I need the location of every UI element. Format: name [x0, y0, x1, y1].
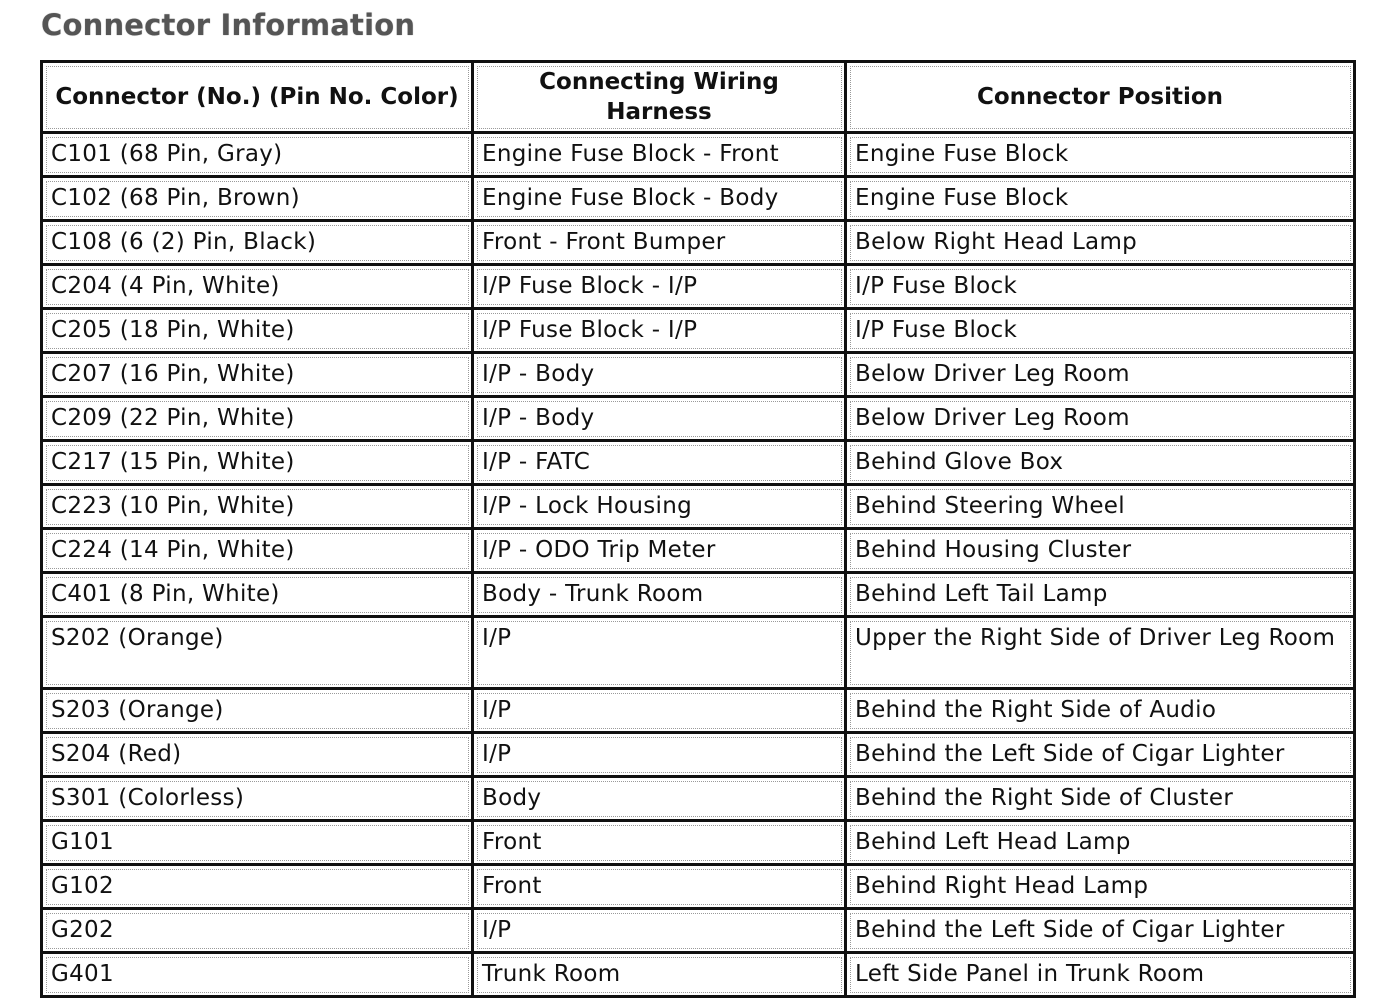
cell-harness: Body - Trunk Room [473, 573, 846, 617]
table-row [42, 485, 1355, 529]
cell-position: Upper the Right Side of Driver Leg Room [846, 617, 1355, 689]
cell-connector: C102 (68 Pin, Brown) [42, 177, 473, 221]
cell-connector: C209 (22 Pin, White) [42, 397, 473, 441]
cell-position: Engine Fuse Block [846, 133, 1355, 177]
cell-position: Behind Housing Cluster [846, 529, 1355, 573]
table-row [42, 953, 1355, 997]
cell-connector: S202 (Orange) [42, 617, 473, 689]
table-row [42, 221, 1355, 265]
cell-position: Behind the Left Side of Cigar Lighter [846, 733, 1355, 777]
cell-position: Left Side Panel in Trunk Room [846, 953, 1355, 997]
cell-connector: C204 (4 Pin, White) [42, 265, 473, 309]
header-position: Connector Position [846, 62, 1355, 133]
cell-position: Below Right Head Lamp [846, 221, 1355, 265]
cell-position: I/P Fuse Block [846, 309, 1355, 353]
cell-harness: I/P [473, 617, 846, 689]
cell-position: I/P Fuse Block [846, 265, 1355, 309]
cell-connector: G101 [42, 821, 473, 865]
table-row [42, 821, 1355, 865]
cell-harness: I/P Fuse Block - I/P [473, 265, 846, 309]
table-row [42, 177, 1355, 221]
cell-harness: I/P - Lock Housing [473, 485, 846, 529]
cell-harness: Engine Fuse Block - Body [473, 177, 846, 221]
table-row [42, 865, 1355, 909]
cell-connector: G202 [42, 909, 473, 953]
table-row [42, 777, 1355, 821]
table-row [42, 353, 1355, 397]
cell-connector: C401 (8 Pin, White) [42, 573, 473, 617]
cell-harness: Front [473, 821, 846, 865]
cell-position: Behind the Left Side of Cigar Lighter [846, 909, 1355, 953]
cell-connector: S301 (Colorless) [42, 777, 473, 821]
page-title: Connector Information [41, 8, 416, 42]
cell-position: Behind Steering Wheel [846, 485, 1355, 529]
table-row [42, 689, 1355, 733]
table-row [42, 529, 1355, 573]
cell-harness: I/P [473, 733, 846, 777]
cell-harness: I/P - FATC [473, 441, 846, 485]
header-connector: Connector (No.) (Pin No. Color) [42, 62, 473, 133]
cell-harness: I/P [473, 909, 846, 953]
table-row [42, 133, 1355, 177]
table-row [42, 733, 1355, 777]
cell-position: Behind the Right Side of Cluster [846, 777, 1355, 821]
cell-connector: C205 (18 Pin, White) [42, 309, 473, 353]
cell-connector: S204 (Red) [42, 733, 473, 777]
cell-position: Below Driver Leg Room [846, 353, 1355, 397]
table-row [42, 397, 1355, 441]
header-harness: Connecting Wiring Harness [473, 62, 846, 133]
cell-connector: C108 (6 (2) Pin, Black) [42, 221, 473, 265]
cell-harness: I/P [473, 689, 846, 733]
cell-position: Behind Right Head Lamp [846, 865, 1355, 909]
cell-harness: Front [473, 865, 846, 909]
cell-connector: C207 (16 Pin, White) [42, 353, 473, 397]
table-row [42, 617, 1355, 689]
cell-connector: C223 (10 Pin, White) [42, 485, 473, 529]
cell-connector: C101 (68 Pin, Gray) [42, 133, 473, 177]
cell-harness: Front - Front Bumper [473, 221, 846, 265]
cell-harness: Body [473, 777, 846, 821]
table-row [42, 265, 1355, 309]
table-row [42, 573, 1355, 617]
cell-harness: I/P - Body [473, 353, 846, 397]
cell-harness: Trunk Room [473, 953, 846, 997]
cell-position: Behind Left Tail Lamp [846, 573, 1355, 617]
cell-connector: G401 [42, 953, 473, 997]
cell-position: Engine Fuse Block [846, 177, 1355, 221]
cell-harness: I/P Fuse Block - I/P [473, 309, 846, 353]
cell-connector: G102 [42, 865, 473, 909]
cell-harness: Engine Fuse Block - Front [473, 133, 846, 177]
cell-connector: C224 (14 Pin, White) [42, 529, 473, 573]
cell-harness: I/P - Body [473, 397, 846, 441]
cell-position: Below Driver Leg Room [846, 397, 1355, 441]
cell-harness: I/P - ODO Trip Meter [473, 529, 846, 573]
table-row [42, 441, 1355, 485]
cell-connector: S203 (Orange) [42, 689, 473, 733]
cell-position: Behind Left Head Lamp [846, 821, 1355, 865]
table-row [42, 309, 1355, 353]
cell-connector: C217 (15 Pin, White) [42, 441, 473, 485]
cell-position: Behind the Right Side of Audio [846, 689, 1355, 733]
table-header-row [42, 62, 1355, 133]
connector-table [40, 60, 1356, 998]
table-row [42, 909, 1355, 953]
cell-position: Behind Glove Box [846, 441, 1355, 485]
